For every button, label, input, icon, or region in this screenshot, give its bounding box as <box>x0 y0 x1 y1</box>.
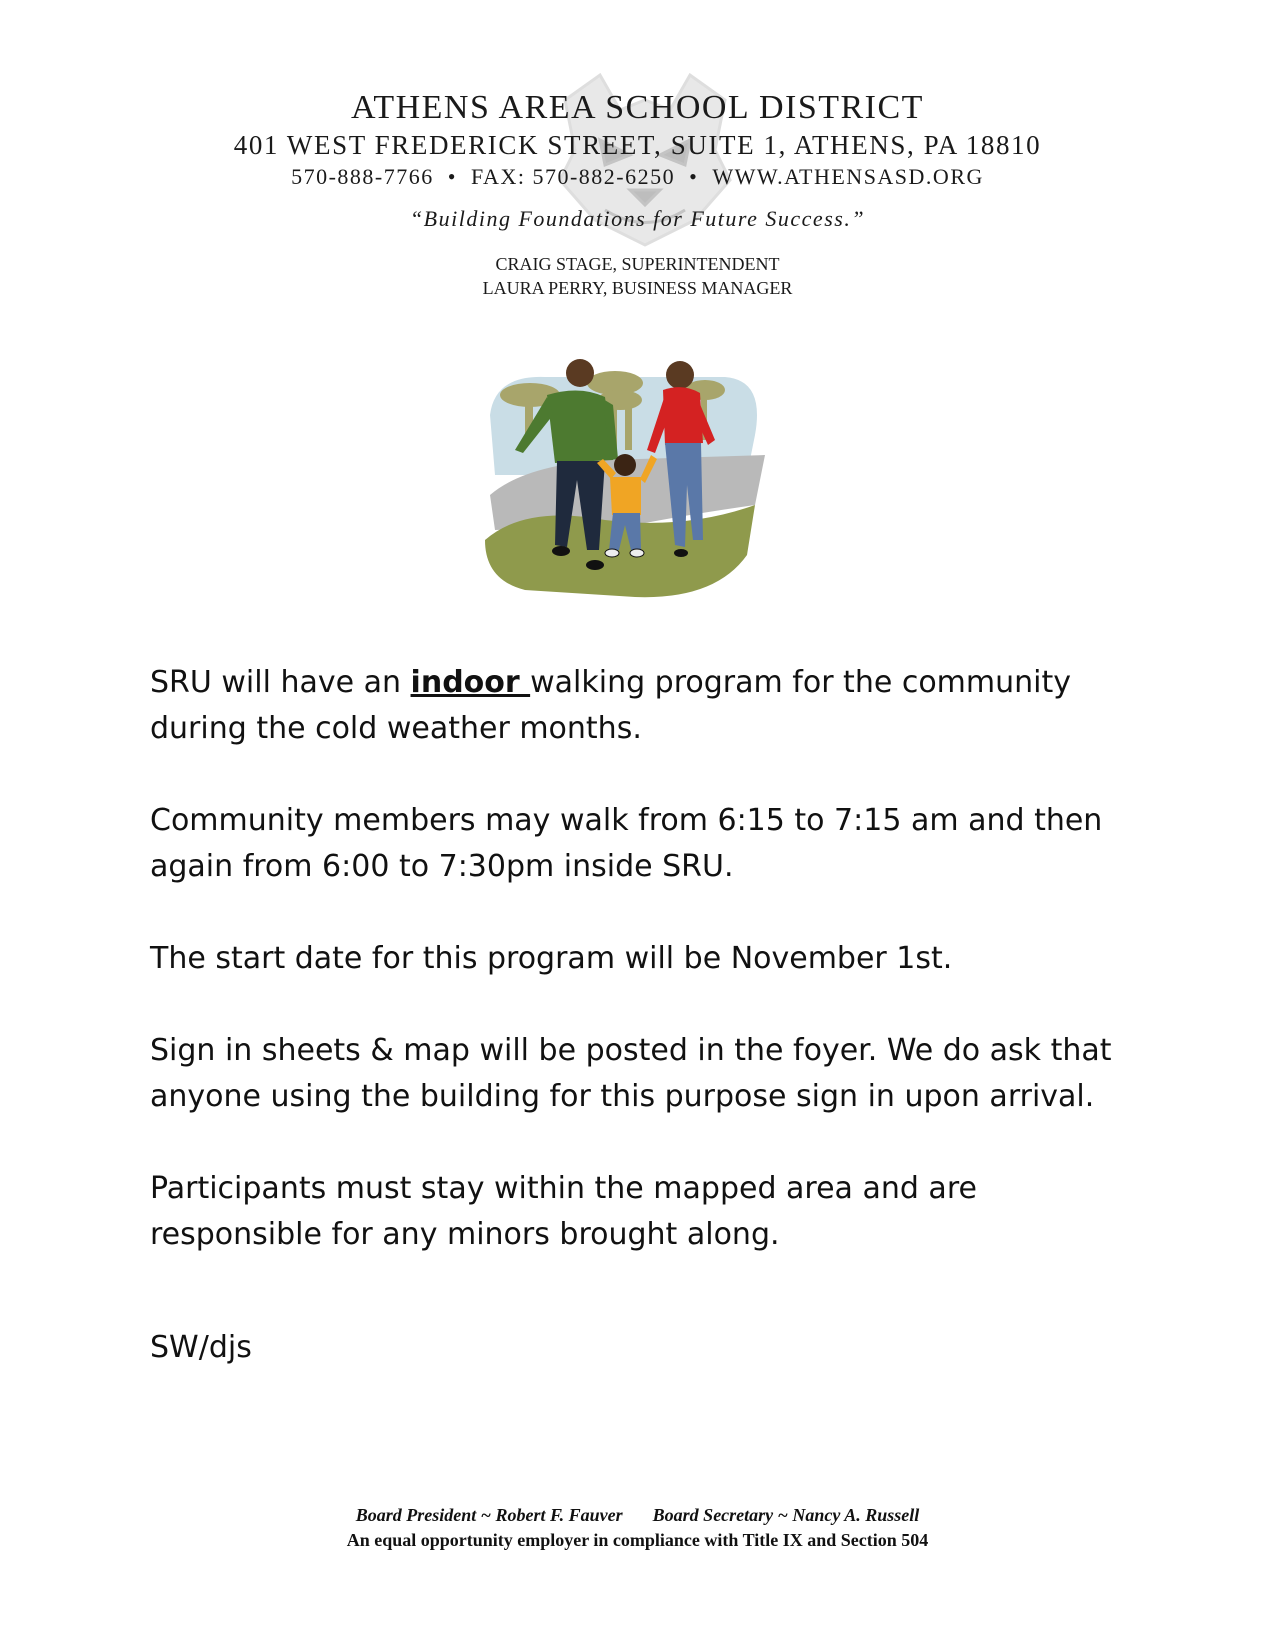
phone-number: 570-888-7766 <box>291 164 434 189</box>
family-walking-icon <box>485 355 775 605</box>
bullet-separator: • <box>447 164 457 189</box>
paragraph-start-date: The start date for this program will be November 1st. <box>150 941 953 976</box>
fax-number: FAX: 570-882-6250 <box>470 164 676 189</box>
district-motto: “Building Foundations for Future Success.” <box>409 206 866 231</box>
p1-text-start: SRU will have an <box>150 665 411 700</box>
website: WWW.ATHENSASD.ORG <box>712 164 984 189</box>
paragraph-walking-hours: Community members may walk from 6:15 to 7:15 am and then again from 6:00 to 7:30pm inside SRU. <box>150 803 1103 884</box>
district-name: ATHENS AREA SCHOOL DISTRICT <box>351 89 924 126</box>
board-secretary: Board Secretary ~ Nancy A. Russell <box>652 1505 920 1525</box>
author-initials: SW/djs <box>150 1330 252 1365</box>
indoor-emphasis: indoor <box>410 665 531 700</box>
paragraph-sign-in: Sign in sheets & map will be posted in the foyer. We do ask that anyone using the building for this purpose sign in upon arrival. <box>150 1033 1112 1114</box>
bullet-separator: • <box>689 164 699 189</box>
page-footer <box>0 1503 1275 1553</box>
equal-opportunity-statement: An equal opportunity employer in compliance with Title IX and Section 504 <box>346 1530 929 1550</box>
administrators <box>0 252 1275 300</box>
paragraph-participants: Participants must stay within the mapped area and are responsible for any minors brought along. <box>150 1171 977 1252</box>
p1-text-end: walking program for the community during the cold weather months. <box>150 665 1072 746</box>
business-manager: LAURA PERRY, BUSINESS MANAGER <box>482 278 793 298</box>
contact-line <box>0 162 1275 192</box>
superintendent: CRAIG STAGE, SUPERINTENDENT <box>495 254 780 274</box>
district-address: 401 WEST FREDERICK STREET, SUITE 1, ATHENS, PA 18810 <box>233 130 1042 160</box>
paragraph-indoor-program <box>150 660 1150 752</box>
notice-body <box>150 660 1150 1304</box>
board-president: Board President ~ Robert F. Fauver <box>355 1505 623 1525</box>
board-officers <box>0 1503 1275 1528</box>
letterhead <box>0 88 1275 300</box>
